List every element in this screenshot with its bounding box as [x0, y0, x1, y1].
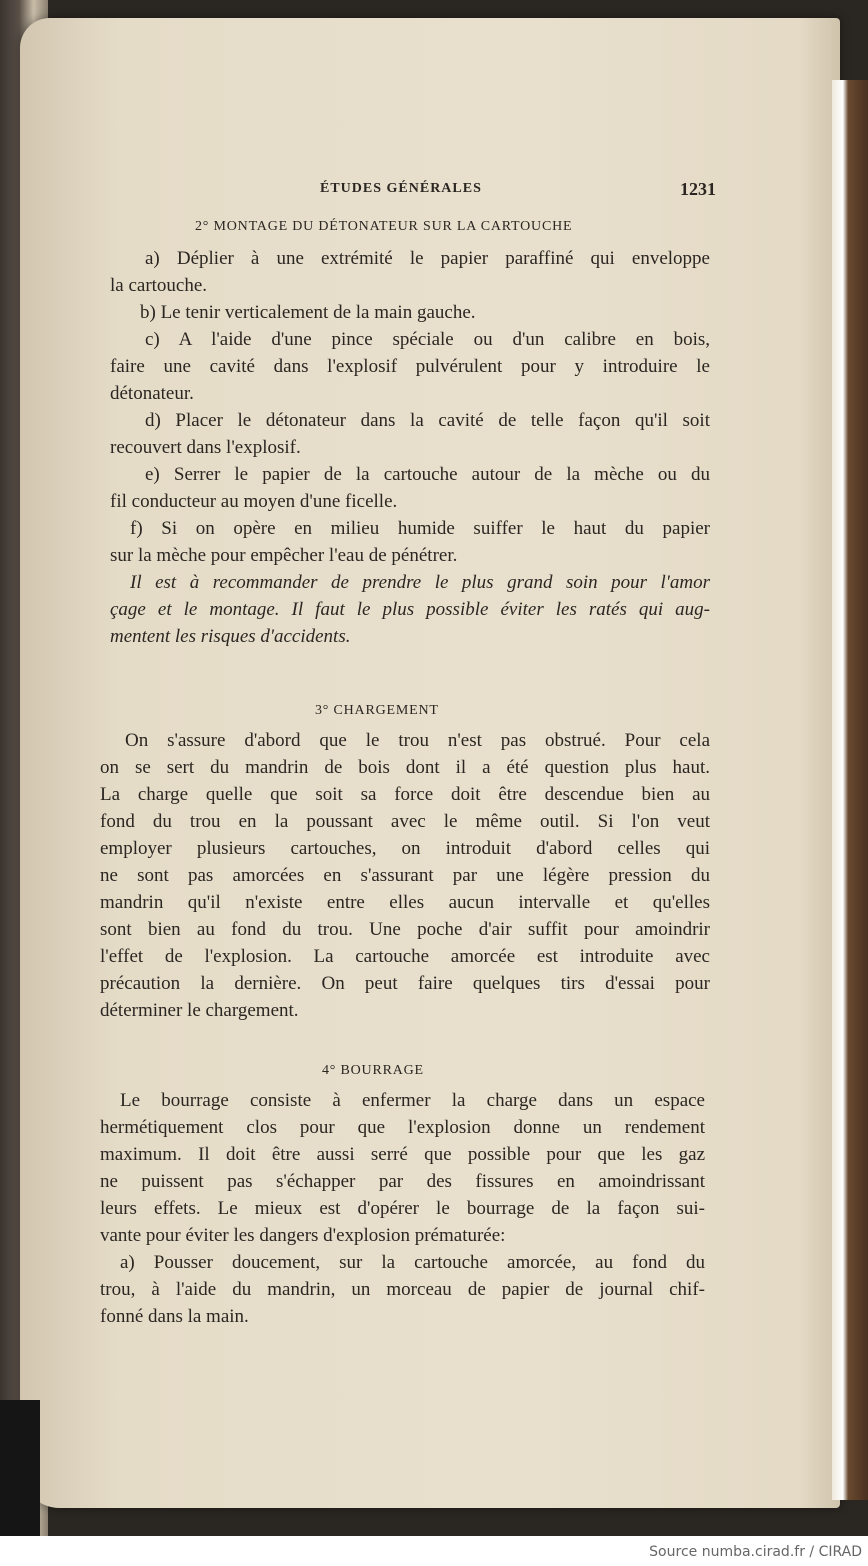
section-heading: 4° BOURRAGE	[322, 1063, 424, 1078]
text-line: f) Si on opère en milieu humide suiffer le haut du papier	[130, 518, 710, 539]
text-line: a) Pousser doucement, sur la cartouche amorcée, au fond du	[120, 1252, 705, 1273]
text-line: maximum. Il doit être aussi serré que possible pour que les gaz	[100, 1144, 705, 1165]
text-line: Il est à recommander de prendre le plus grand soin pour l'amor	[130, 572, 710, 593]
text-line: fonné dans la main.	[100, 1306, 249, 1327]
section-heading: 2° MONTAGE DU DÉTONATEUR SUR LA CARTOUCHE	[195, 219, 573, 234]
text-line: on se sert du mandrin de bois dont il a été question plus haut.	[100, 757, 710, 778]
text-line: ne puissent pas s'échapper par des fissures en amoindrissant	[100, 1171, 705, 1192]
source-credit: Source numba.cirad.fr / CIRAD	[649, 1544, 862, 1560]
page-number: 1231	[680, 179, 716, 199]
text-line: sont bien au fond du trou. Une poche d'air suffit pour amoindrir	[100, 919, 710, 940]
text-line: déterminer le chargement.	[100, 1000, 299, 1021]
text-line: faire une cavité dans l'explosif pulvérulent pour y introduire le	[110, 356, 710, 377]
running-head: ÉTUDES GÉNÉRALES	[320, 181, 482, 196]
text-line: précaution la dernière. On peut faire quelques tirs d'essai pour	[100, 973, 710, 994]
text-line: fond du trou en la poussant avec le même outil. Si l'on veut	[100, 811, 710, 832]
text-line: recouvert dans l'explosif.	[110, 437, 301, 458]
text-line: trou, à l'aide du mandrin, un morceau de papier de journal chif-	[100, 1279, 705, 1300]
text-line: employer plusieurs cartouches, on introduit d'abord celles qui	[100, 838, 710, 859]
text-line: e) Serrer le papier de la cartouche autour de la mèche ou du	[145, 464, 710, 485]
text-line: vante pour éviter les dangers d'explosion prématurée:	[100, 1225, 506, 1246]
text-line: leurs effets. Le mieux est d'opérer le bourrage de la façon sui-	[100, 1198, 705, 1219]
text-line: c) A l'aide d'une pince spéciale ou d'un calibre en bois,	[145, 329, 710, 350]
text-line: mentent les risques d'accidents.	[110, 626, 351, 647]
section-heading: 3° CHARGEMENT	[315, 703, 439, 718]
text-line: la cartouche.	[110, 275, 208, 296]
text-line: hermétiquement clos pour que l'explosion donne un rendement	[100, 1117, 705, 1138]
text-line: l'effet de l'explosion. La cartouche amorcée est introduite avec	[100, 946, 710, 967]
text-line: La charge quelle que soit sa force doit être descendue bien au	[100, 784, 710, 805]
text-line: mandrin qu'il n'existe entre elles aucun intervalle et qu'elles	[100, 892, 710, 913]
text-line: Le bourrage consiste à enfermer la charge dans un espace	[120, 1090, 705, 1111]
text-line: détonateur.	[110, 383, 194, 404]
text-line: ne sont pas amorcées en s'assurant par une légère pression du	[100, 865, 710, 886]
text-line: On s'assure d'abord que le trou n'est pas obstrué. Pour cela	[125, 730, 710, 751]
text-line: b) Le tenir verticalement de la main gauche.	[140, 302, 476, 323]
text-line: sur la mèche pour empêcher l'eau de pénétrer.	[110, 545, 458, 566]
text-line: a) Déplier à une extrémité le papier paraffiné qui enveloppe	[145, 248, 710, 269]
text-line: çage et le montage. Il faut le plus possible éviter les ratés qui aug-	[110, 599, 710, 620]
text-line: fil conducteur au moyen d'une ficelle.	[110, 491, 398, 512]
text-line: d) Placer le détonateur dans la cavité de telle façon qu'il soit	[145, 410, 710, 431]
